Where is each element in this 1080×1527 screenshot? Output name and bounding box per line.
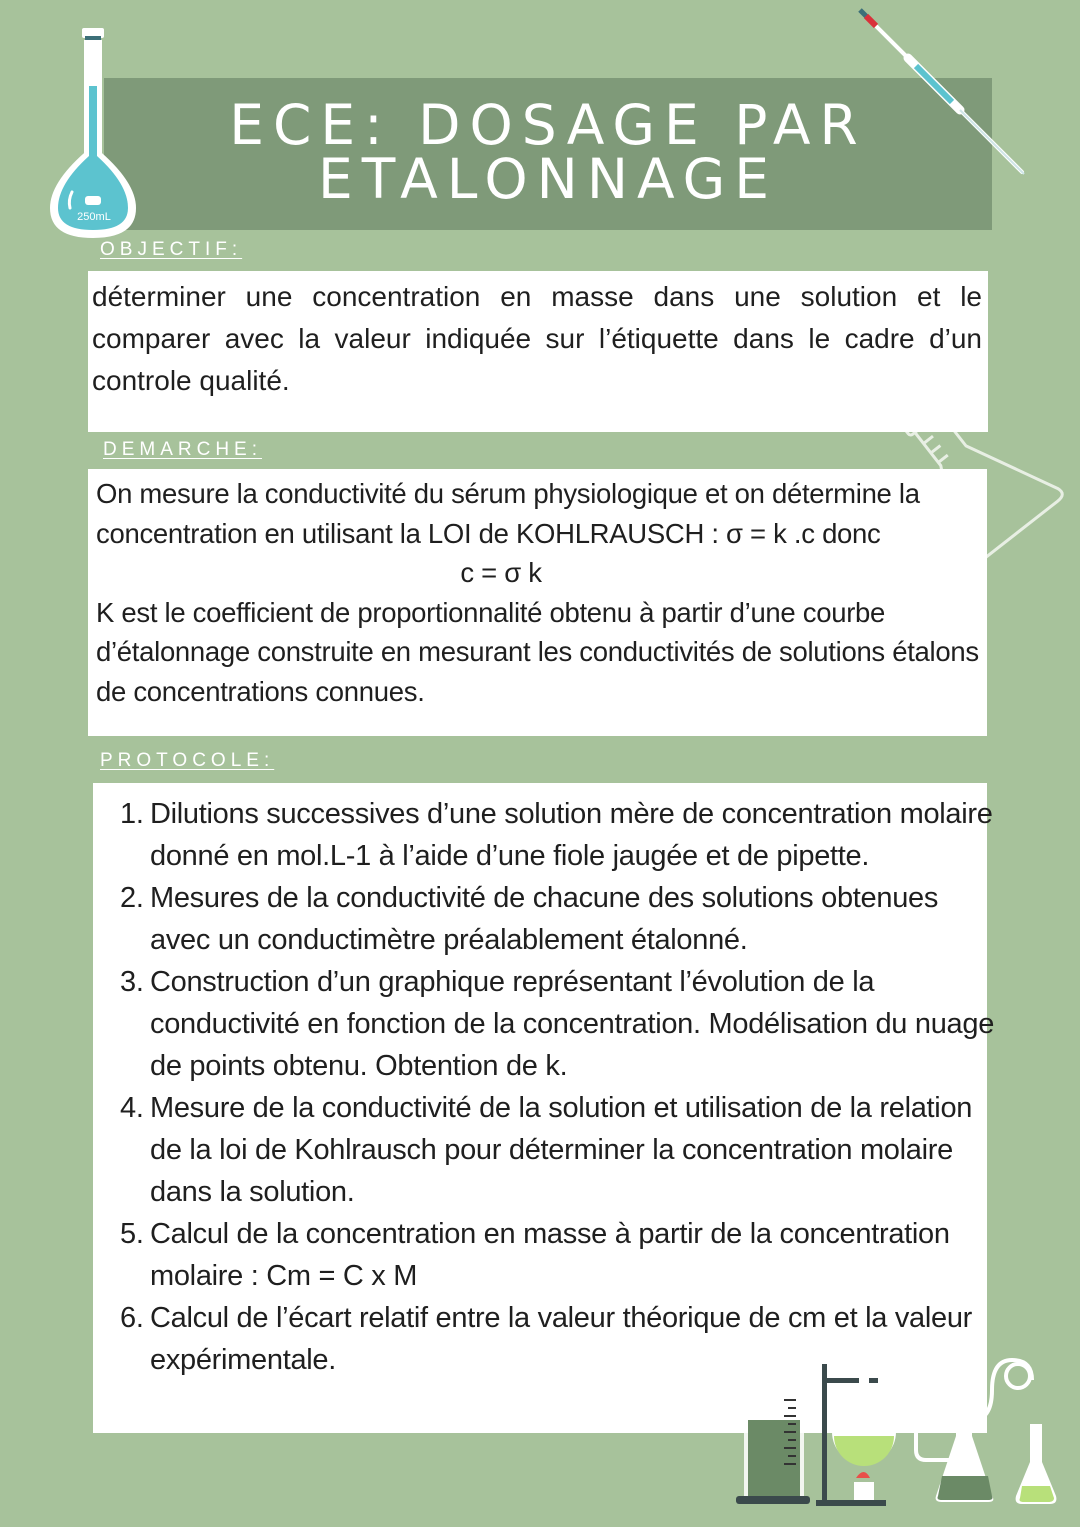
protocole-step: 5. Calcul de la concentration en masse à partir de la concentration molaire : Cm = C x M: [120, 1218, 950, 1292]
page-title-line1: ECE: DOSAGE PAR: [229, 93, 867, 157]
protocole-step: 3. Construction d’un graphique représentant l’évolution de la conductivité en fonction de la concentration. Modélisation du nuage de points obtenu. Obtention de k.: [120, 966, 995, 1082]
demarche-line1: On mesure la conductivité du sérum physiologique et on détermine la concentration en utilisant la LOI de KOHLRAUSCH : σ = k .c donc: [96, 478, 920, 549]
protocole-step: 2. Mesures de la conductivité de chacune des solutions obtenues avec un conductimètre préalablement étalonné.: [120, 882, 939, 956]
volumetric-flask-icon: [48, 26, 138, 246]
protocole-step: 1. Dilutions successives d’une solution mère de concentration molaire donné en mol.L-1 à l’aide d’une fiole jaugée et de pipette.: [120, 798, 993, 872]
protocole-step: 4. Mesure de la conductivité de la solution et utilisation de la relation de la loi de Kohlrausch pour déterminer la concentration molaire dans la solution.: [120, 1092, 973, 1208]
demarche-line2: K est le coefficient de proportionnalité obtenu à partir d’une courbe d’étalonnage construite en mesurant les conductivités de solutions étalons de concentrations connues.: [96, 596, 979, 707]
protocole-step: 6. Calcul de l’écart relatif entre la valeur théorique de cm et la valeur expérimentale.: [120, 1302, 973, 1376]
page-title-line2: ETALONNAGE: [318, 147, 778, 211]
pipette-icon: [850, 0, 1040, 190]
protocole-list: [120, 793, 1000, 1381]
lab-equipment-icon: [730, 1320, 1070, 1520]
objectif-label: OBJECTIF:: [100, 239, 243, 260]
flask-label: 250mL: [77, 211, 111, 223]
demarche-formula: c = σ k: [460, 557, 542, 588]
demarche-label: DEMARCHE:: [103, 439, 263, 460]
protocole-label: PROTOCOLE:: [100, 750, 275, 771]
demarche-text: [96, 474, 986, 711]
objectif-text: déterminer une concentration en masse dans une solution et le comparer avec la valeur indiquée sur l’étiquette dans le cadre d’un controle qualité.: [92, 281, 982, 396]
